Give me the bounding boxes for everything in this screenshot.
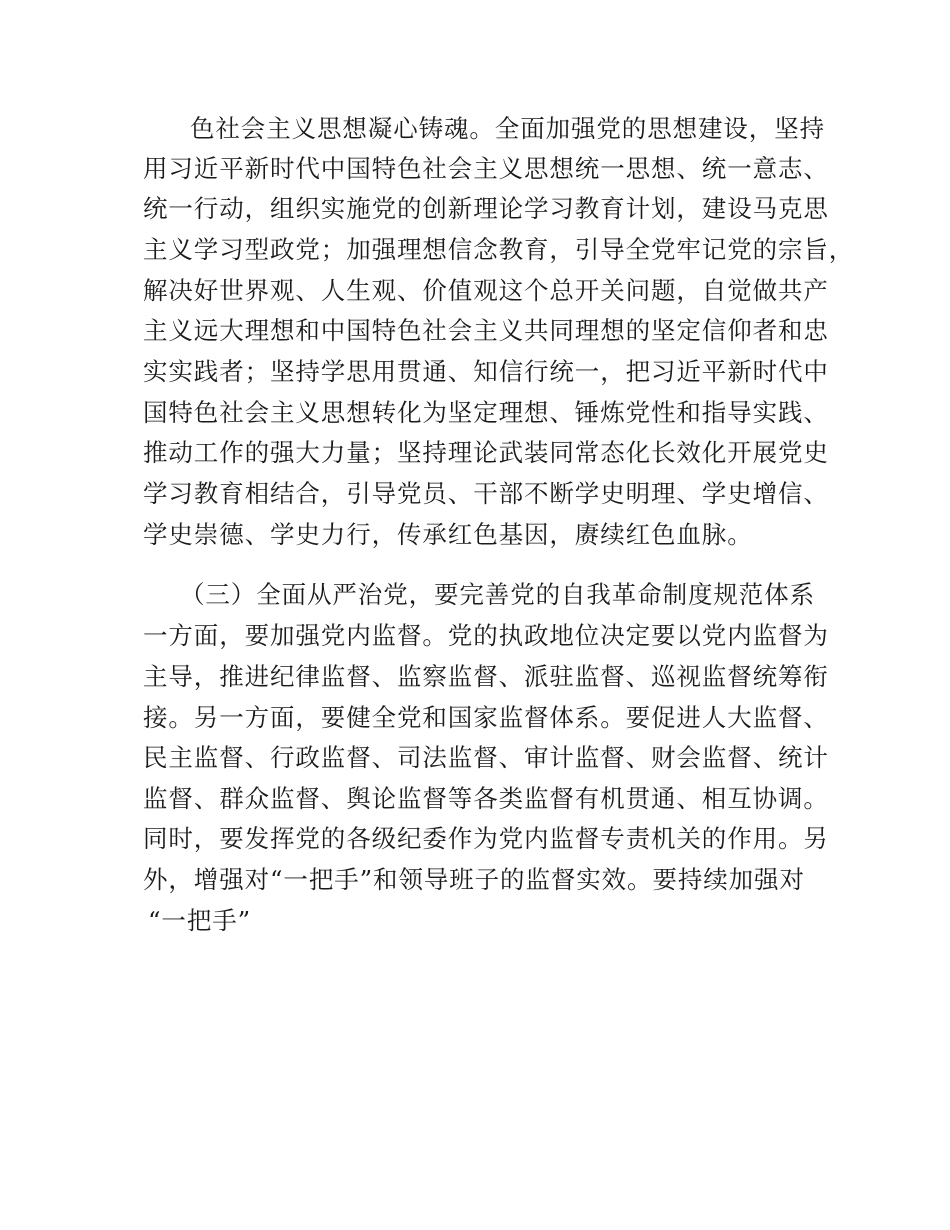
text-line: 实实践者；坚持学思用贯通、知信行统一，把习近平新时代中 — [143, 357, 829, 386]
text-line: 学习教育相结合，引导党员、干部不断学史明理、学史增信、 — [143, 479, 829, 508]
text-line: 统一行动，组织实施党的创新理论学习教育计划，建设马克思 — [143, 194, 829, 223]
text-line: 学史崇德、学史力行，传承红色基因，赓续红色血脉。 — [143, 520, 753, 549]
text-line: 民主监督、行政监督、司法监督、审计监督、财会监督、统计 — [143, 743, 829, 772]
section-heading-line: （三）全面从严治党，要完善党的自我革命制度规范体系 — [180, 580, 815, 609]
text-line: 监督、群众监督、舆论监督等各类监督有机贯通、相互协调。 — [143, 784, 829, 813]
text-line: 主导，推进纪律监督、监察监督、派驻监督、巡视监督统筹衔 — [143, 662, 829, 691]
text-line: 主义学习型政党；加强理想信念教育，引导全党牢记党的宗旨， — [143, 235, 855, 264]
text-line: 一方面，要加强党内监督。党的执政地位决定要以党内监督为 — [143, 621, 829, 650]
text-line: 同时，要发挥党的各级纪委作为党内监督专责机关的作用。另 — [143, 824, 829, 853]
text-line: 解决好世界观、人生观、价值观这个总开关问题，自觉做共产 — [143, 276, 829, 305]
text-line: “一把手” — [148, 906, 252, 935]
text-line: 外，增强对“一把手”和领导班子的监督实效。要持续加强对 — [143, 865, 805, 894]
text-line: 接。另一方面，要健全党和国家监督体系。要促进人大监督、 — [143, 703, 829, 732]
text-line: 国特色社会主义思想转化为坚定理想、锤炼党性和指导实践、 — [143, 398, 829, 427]
text-line: 推动工作的强大力量；坚持理论武装同常态化长效化开展党史 — [143, 438, 829, 467]
text-line: 色社会主义思想凝心铸魂。全面加强党的思想建设，坚持 — [190, 114, 825, 143]
text-line: 用习近平新时代中国特色社会主义思想统一思想、统一意志、 — [143, 154, 829, 183]
text-line: 主义远大理想和中国特色社会主义共同理想的坚定信仰者和忠 — [143, 316, 829, 345]
